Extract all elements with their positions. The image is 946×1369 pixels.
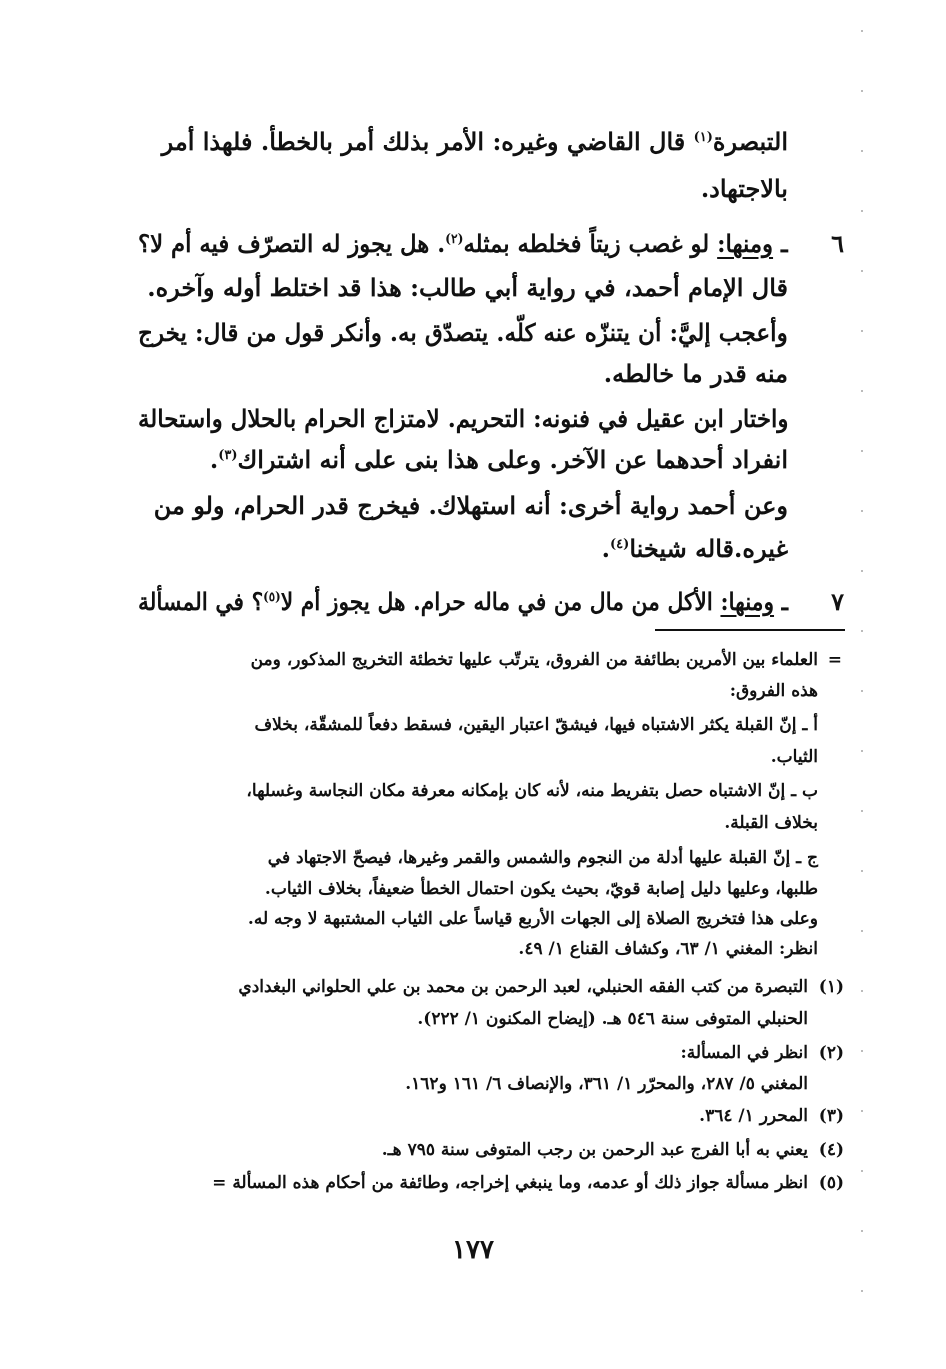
footnote-line: يعني به أبا الفرج عبد الرحمن بن رجب المتوفى سنة ٧٩٥ هـ.	[381, 1140, 808, 1160]
footnote-line: ج ـ إنّ القبلة عليها أدلة من النجوم والشمس والقمر وغيرها، فيصحّ الاجتهاد في	[267, 848, 818, 868]
continuation-mark: =	[827, 650, 842, 670]
paragraph-line: وعن أحمد رواية أخرى: أنه استهلاك. فيخرج قدر الحرام، ولو من	[153, 491, 788, 520]
footnote-line: أ ـ إنّ القبلة يكثر الاشتباه فيها، فيشقّ اعتبار اليقين، فسقط دفعاً للمشقّة، بخلاف	[254, 715, 818, 735]
footnote-ref[interactable]: (٥)	[263, 590, 281, 605]
footnote-line: انظر مسألة جواز ذلك أو عدمه، وما ينبغي إخراجه، وطائفة من أحكام هذه المسألة =	[212, 1173, 808, 1193]
paragraph-line: التبصرة$^{(١)}$ قال القاضي وغيره: الأمر بذلك أمر بالخطأ. فلهذا أمر	[161, 127, 788, 156]
footnote-ref[interactable]: (٤)	[610, 537, 630, 552]
paragraph-line: غيره.قاله شيخنا$^{(٤)}$.	[601, 534, 788, 563]
footnote-line: العلماء بين الأمرين بطائفة من الفروق، يترتّب عليها تخطئة التخريج المذكور، ومن	[250, 650, 818, 670]
footnote-line: الثياب.	[770, 747, 818, 767]
item-number: ٦	[831, 229, 844, 258]
footnote-line: بخلاف القبلة.	[724, 813, 818, 833]
footnote-line: الحنبلي المتوفى سنة ٥٤٦ هـ. (إيضاح المكنون ١/ ٢٢٢).	[417, 1009, 808, 1029]
footnote-ref[interactable]: (٢)	[445, 232, 464, 247]
footnote-number: (٥)	[818, 1173, 844, 1193]
footnote-separator	[655, 629, 845, 631]
footnote-line: انظر في المسألة:	[680, 1043, 808, 1063]
item-keyword: ومنها:	[720, 587, 775, 616]
footnote-ref[interactable]: (٣)	[218, 448, 238, 463]
footnote-line: المغني ٥/ ٢٨٧، والمحرّر ١/ ٣٦١، والإنصاف ٦/ ١٦١ و١٦٢.	[405, 1074, 808, 1094]
paragraph-line: انفراد أحدهما عن الآخر. وعلى هذا بنى على أنه اشتراك$^{(٣)}$.	[209, 445, 788, 474]
footnote-line: ب ـ إنّ الاشتباه حصل بتفريط منه، لأنه كان بإمكانه معرفة مكان النجاسة وغسلها،	[246, 781, 818, 801]
scan-edge-marks	[861, 30, 863, 1330]
footnote-line: انظر: المغني ١/ ٦٣، وكشاف القناع ١/ ٤٩.	[518, 939, 818, 959]
footnote-line: طلبها، وعليها دليل إصابة قويّ، بحيث يكون احتمال الخطأ ضعيفاً، بخلاف الثياب.	[264, 879, 818, 899]
paragraph-line: منه قدر ما خالطه.	[603, 359, 788, 388]
footnote-number: (٣)	[818, 1106, 844, 1126]
footnote-ref[interactable]: (١)	[693, 130, 713, 145]
item-line: ـ ومنها: لو غصب زيتاً فخلطه بمثله$^{(٢)}$. هل يجوز له التصرّف فيه أم لا؟	[138, 229, 788, 258]
item-number: ٧	[831, 587, 844, 616]
paragraph-line: بالاجتهاد.	[700, 174, 788, 203]
footnote-number: (٢)	[818, 1043, 844, 1063]
footnote-line: وعلى هذا فتخريج الصلاة إلى الجهات الأربع قياساً على الثياب المشتبهة لا وجه له.	[247, 909, 818, 929]
paragraph-line: واختار ابن عقيل في فنونه: التحريم. لامتزاج الحرام بالحلال واستحالة	[137, 404, 788, 433]
footnote-line: التبصرة من كتب الفقه الحنبلي، لعبد الرحمن بن محمد بن علي الحلواني البغدادي	[238, 977, 808, 997]
paragraph-line: قال الإمام أحمد، في رواية أبي طالب: هذا قد اختلط أوله وآخره.	[147, 273, 788, 302]
footnote-line: المحرر ١/ ٣٦٤.	[699, 1106, 808, 1126]
item-keyword: ومنها:	[717, 229, 774, 258]
item-line: ـ ومنها: الأكل من مال من في ماله حرام. هل يجوز أم لا$^{(٥)}$؟ في المسألة	[137, 587, 788, 616]
footnote-line: هذه الفروق:	[729, 681, 818, 701]
paragraph-line: وأعجب إليَّ: أن يتنزّه عنه كلّه. يتصدّق به. وأنكر قول من قال: يخرج	[138, 318, 788, 347]
page-number: ١٧٧	[452, 1235, 494, 1265]
footnote-number: (١)	[818, 977, 844, 997]
footnote-number: (٤)	[818, 1140, 844, 1160]
